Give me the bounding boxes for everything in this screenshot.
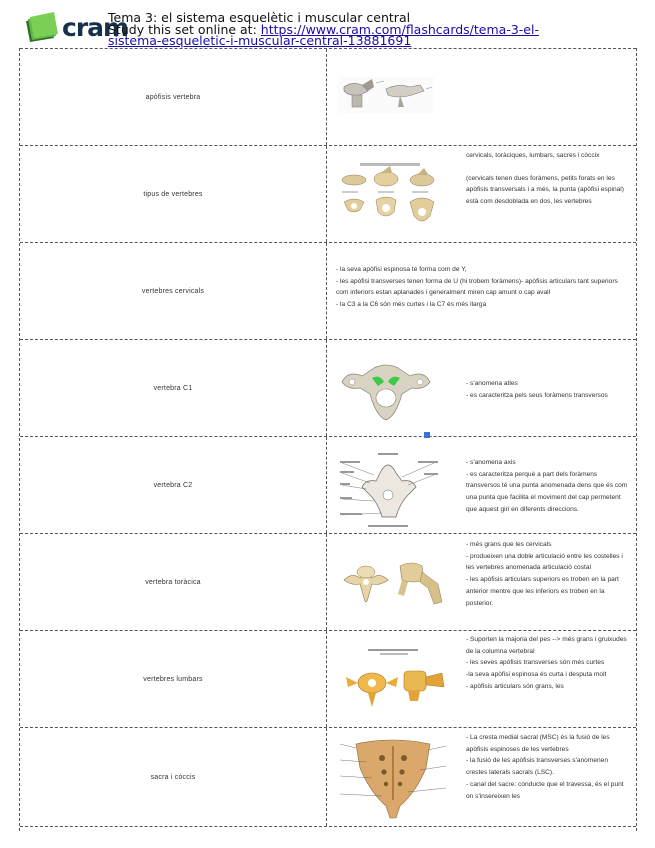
card-term: vertebra C1 bbox=[153, 384, 193, 392]
cram-logo[interactable] bbox=[24, 12, 129, 44]
sacrum-coccyx-image bbox=[338, 736, 448, 825]
card-definition bbox=[466, 378, 631, 401]
definition-line: - canal del sacre: conducte que el travessa, és el punt on s'insereixen les bbox=[466, 780, 624, 800]
lumbar-vertebra-image bbox=[338, 647, 450, 718]
definition-line: - més grans que les cervicals bbox=[466, 541, 552, 548]
definition-line: - les apòfisis articulars superiors es troben en la part anterior mentre que les inferiors es troben en la posterior. bbox=[466, 576, 619, 607]
definition-line: - les apòfisi transverses tenen forma de U (hi trobem foràmens)- apòfisis articulars tant superiors com inferiors estan aplanades i generalment miren cap amunt o cap avall bbox=[336, 277, 618, 297]
card-term: vertebres cervicals bbox=[141, 287, 205, 295]
card-row bbox=[20, 436, 636, 533]
card-row bbox=[20, 533, 636, 630]
definition-line: (cervicals tenen dues foràmens, petits forats en les apòfisis transversals i a més, la punta (apòfisi espinal) està com desdoblada en dos, les vertebres bbox=[466, 174, 624, 206]
definition-line: - s'anomena atles bbox=[466, 380, 518, 387]
definition-line: - es caracteritza pels seus foràmens transversos bbox=[466, 391, 608, 399]
card-definition bbox=[466, 150, 631, 208]
definition-blank-line bbox=[466, 162, 631, 173]
flashcard-table bbox=[19, 48, 637, 831]
card-term: vertebres lumbars bbox=[143, 675, 203, 683]
study-prefix: Study this set online at: bbox=[108, 22, 261, 37]
card-definition bbox=[466, 634, 631, 693]
card-term: vertebra C2 bbox=[153, 481, 193, 489]
card-row bbox=[20, 727, 636, 827]
card-definition bbox=[336, 264, 632, 311]
brand-wordmark: cram bbox=[62, 13, 129, 42]
study-link[interactable]: https://www.cram.com/flashcards/tema-3-el-sistema-esqueletic-i-muscular-central-13881691 bbox=[108, 22, 539, 48]
page-title: Tema 3: el sistema esquelètic i muscular central bbox=[108, 10, 411, 25]
card-term: apòfisis vertebra bbox=[145, 93, 201, 101]
note-marker-icon[interactable] bbox=[424, 432, 430, 438]
definition-line: - la seva apòfisi espinosa té forma com de Y, bbox=[336, 266, 467, 273]
card-row bbox=[20, 242, 636, 339]
definition-line: - produeixen una doble articulació entre les costelles i les vertebres anomenada articulació costal bbox=[466, 552, 623, 572]
study-online-line bbox=[108, 24, 578, 46]
card-row bbox=[20, 48, 636, 145]
definition-line: - Suporten la majoria del pes --> més grans i gruixudes de la columna vertebral bbox=[466, 636, 627, 655]
card-definition bbox=[466, 457, 631, 516]
definition-line: - La cresta medial sacral (MSC) és la fusió de les apòfisis espinoses de les vertebres bbox=[466, 734, 610, 753]
definition-line: - la C3 a la C6 són més curtes i la C7 és més llarga bbox=[336, 301, 487, 309]
axis-c2-image bbox=[338, 451, 440, 536]
definition-line: -la seva apòfisi espinosa és curta i desputa molt bbox=[466, 671, 607, 679]
definition-line: - la fusió de les apòfisis transverses s'anomenen crestes laterals sacrals (LSC). bbox=[466, 757, 608, 777]
atlas-c1-image bbox=[338, 346, 434, 435]
vertebra-types-image bbox=[338, 162, 442, 237]
card-definition bbox=[466, 732, 631, 802]
card-term: tipus de vertebres bbox=[143, 190, 203, 198]
card-term: vertebra toràcica bbox=[145, 578, 201, 586]
card-row bbox=[20, 339, 636, 436]
card-term: sacra i còccis bbox=[150, 773, 196, 781]
definition-line: - s'anomena axis bbox=[466, 459, 516, 466]
definition-line: cervicals, toràciques, lumbars, sacres i còccix bbox=[466, 152, 600, 159]
card-row bbox=[20, 630, 636, 727]
vertebra-process-image bbox=[338, 77, 434, 118]
definition-line: - apòfisis articulars són grans, les bbox=[466, 682, 564, 690]
thoracic-vertebra-image bbox=[338, 554, 448, 619]
card-definition bbox=[466, 539, 631, 609]
page-header bbox=[0, 0, 655, 46]
definition-line: - es caracteritza perquè a part dels foràmens transversos té una punta anomenada dens que és com una punta que facilita el moviment del cap permetent que aquest giri en diferents direccions. bbox=[466, 470, 628, 513]
card-row bbox=[20, 145, 636, 242]
definition-line: - les seves apòfisis transverses són més curtes bbox=[466, 659, 605, 667]
